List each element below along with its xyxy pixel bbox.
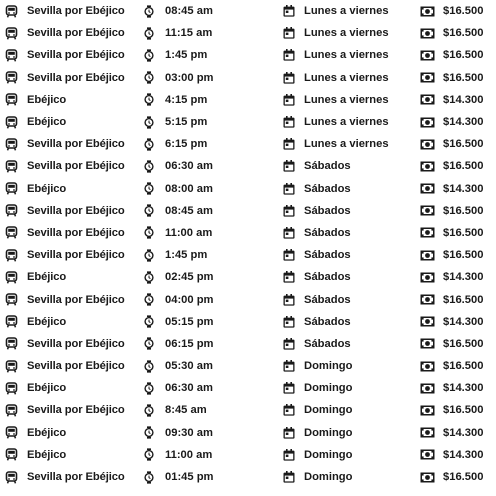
money-icon (420, 422, 435, 444)
schedule-row (0, 466, 496, 488)
calendar-icon (283, 0, 295, 22)
service-days: Sábados (304, 249, 351, 262)
bus-icon (5, 399, 18, 421)
calendar-icon (283, 355, 295, 377)
money-icon (420, 89, 435, 111)
service-days: Lunes a viernes (304, 93, 389, 106)
clock-icon (143, 111, 155, 133)
calendar-icon (283, 200, 295, 222)
service-days: Sábados (304, 160, 351, 173)
service-days: Domingo (304, 404, 353, 417)
bus-icon (5, 22, 18, 44)
fare-price: $16.500 (443, 337, 484, 350)
calendar-icon (283, 422, 295, 444)
clock-icon (143, 200, 155, 222)
route-name: Sevilla por Ebéjico (27, 471, 125, 484)
fare-price: $14.300 (443, 382, 484, 395)
departure-time: 06:30 am (165, 382, 213, 395)
bus-icon (5, 44, 18, 66)
departure-time: 05:15 pm (165, 315, 214, 328)
bus-icon (5, 355, 18, 377)
schedule-row (0, 44, 496, 66)
fare-price: $16.500 (443, 226, 484, 239)
money-icon (420, 200, 435, 222)
departure-time: 08:45 am (165, 204, 213, 217)
fare-price: $14.300 (443, 271, 484, 284)
departure-time: 11:00 am (165, 226, 213, 239)
route-name: Ebéjico (27, 448, 67, 461)
departure-time: 06:30 am (165, 160, 213, 173)
fare-price: $16.500 (443, 293, 484, 306)
service-days: Sábados (304, 315, 351, 328)
route-name: Sevilla por Ebéjico (27, 249, 125, 262)
departure-time: 1:45 pm (165, 249, 208, 262)
bus-icon (5, 466, 18, 488)
money-icon (420, 67, 435, 89)
service-days: Sábados (304, 182, 351, 195)
bus-icon (5, 0, 18, 22)
departure-time: 11:15 am (165, 27, 213, 40)
route-name: Sevilla por Ebéjico (27, 293, 125, 306)
schedule-row (0, 444, 496, 466)
service-days: Domingo (304, 426, 353, 439)
service-days: Lunes a viernes (304, 71, 389, 84)
departure-time: 09:30 am (165, 426, 213, 439)
route-name: Sevilla por Ebéjico (27, 160, 125, 173)
calendar-icon (283, 111, 295, 133)
fare-price: $16.500 (443, 49, 484, 62)
service-days: Sábados (304, 204, 351, 217)
fare-price: $14.300 (443, 116, 484, 129)
clock-icon (143, 67, 155, 89)
money-icon (420, 444, 435, 466)
bus-icon (5, 67, 18, 89)
bus-icon (5, 244, 18, 266)
calendar-icon (283, 333, 295, 355)
route-name: Ebéjico (27, 93, 67, 106)
schedule-row (0, 67, 496, 89)
bus-icon (5, 444, 18, 466)
route-name: Sevilla por Ebéjico (27, 5, 125, 18)
departure-time: 11:00 am (165, 448, 213, 461)
money-icon (420, 155, 435, 177)
clock-icon (143, 89, 155, 111)
bus-icon (5, 222, 18, 244)
schedule-row (0, 355, 496, 377)
calendar-icon (283, 444, 295, 466)
money-icon (420, 111, 435, 133)
route-name: Sevilla por Ebéjico (27, 138, 125, 151)
calendar-icon (283, 89, 295, 111)
calendar-icon (283, 44, 295, 66)
clock-icon (143, 444, 155, 466)
fare-price: $16.500 (443, 249, 484, 262)
clock-icon (143, 466, 155, 488)
schedule-row (0, 133, 496, 155)
clock-icon (143, 155, 155, 177)
service-days: Lunes a viernes (304, 138, 389, 151)
money-icon (420, 244, 435, 266)
bus-icon (5, 333, 18, 355)
bus-icon (5, 288, 18, 310)
departure-time: 02:45 pm (165, 271, 214, 284)
departure-time: 4:15 pm (165, 93, 208, 106)
money-icon (420, 22, 435, 44)
bus-icon (5, 266, 18, 288)
fare-price: $16.500 (443, 138, 484, 151)
clock-icon (143, 222, 155, 244)
money-icon (420, 178, 435, 200)
departure-time: 05:30 am (165, 360, 213, 373)
departure-time: 01:45 pm (165, 471, 214, 484)
fare-price: $14.300 (443, 93, 484, 106)
departure-time: 5:15 pm (165, 116, 208, 129)
schedule-row (0, 288, 496, 310)
bus-icon (5, 377, 18, 399)
route-name: Ebéjico (27, 426, 67, 439)
service-days: Domingo (304, 360, 353, 373)
service-days: Sábados (304, 271, 351, 284)
service-days: Lunes a viernes (304, 27, 389, 40)
calendar-icon (283, 399, 295, 421)
departure-time: 6:15 pm (165, 138, 208, 151)
bus-icon (5, 111, 18, 133)
money-icon (420, 266, 435, 288)
calendar-icon (283, 288, 295, 310)
service-days: Sábados (304, 226, 351, 239)
bus-icon (5, 89, 18, 111)
clock-icon (143, 266, 155, 288)
money-icon (420, 222, 435, 244)
calendar-icon (283, 266, 295, 288)
route-name: Sevilla por Ebéjico (27, 404, 125, 417)
departure-time: 08:45 am (165, 5, 213, 18)
schedule-row (0, 89, 496, 111)
clock-icon (143, 0, 155, 22)
calendar-icon (283, 244, 295, 266)
fare-price: $16.500 (443, 360, 484, 373)
money-icon (420, 333, 435, 355)
route-name: Sevilla por Ebéjico (27, 27, 125, 40)
bus-icon (5, 178, 18, 200)
fare-price: $16.500 (443, 160, 484, 173)
clock-icon (143, 355, 155, 377)
money-icon (420, 133, 435, 155)
money-icon (420, 288, 435, 310)
departure-time: 04:00 pm (165, 293, 214, 306)
schedule-row (0, 155, 496, 177)
money-icon (420, 377, 435, 399)
clock-icon (143, 244, 155, 266)
schedule-row (0, 22, 496, 44)
bus-icon (5, 311, 18, 333)
fare-price: $16.500 (443, 5, 484, 18)
clock-icon (143, 422, 155, 444)
route-name: Sevilla por Ebéjico (27, 71, 125, 84)
route-name: Sevilla por Ebéjico (27, 226, 125, 239)
fare-price: $16.500 (443, 471, 484, 484)
departure-time: 1:45 pm (165, 49, 208, 62)
money-icon (420, 44, 435, 66)
schedule-row (0, 377, 496, 399)
service-days: Sábados (304, 293, 351, 306)
service-days: Lunes a viernes (304, 116, 389, 129)
schedule-row (0, 333, 496, 355)
schedule-row (0, 399, 496, 421)
schedule-row (0, 311, 496, 333)
schedule-row (0, 266, 496, 288)
money-icon (420, 0, 435, 22)
fare-price: $14.300 (443, 315, 484, 328)
fare-price: $16.500 (443, 27, 484, 40)
calendar-icon (283, 155, 295, 177)
departure-time: 06:15 pm (165, 337, 214, 350)
route-name: Sevilla por Ebéjico (27, 204, 125, 217)
money-icon (420, 311, 435, 333)
service-days: Domingo (304, 448, 353, 461)
fare-price: $16.500 (443, 204, 484, 217)
calendar-icon (283, 22, 295, 44)
fare-price: $14.300 (443, 426, 484, 439)
fare-price: $16.500 (443, 71, 484, 84)
schedule-row (0, 0, 496, 22)
service-days: Domingo (304, 382, 353, 395)
money-icon (420, 399, 435, 421)
departure-time: 08:00 am (165, 182, 213, 195)
calendar-icon (283, 133, 295, 155)
clock-icon (143, 133, 155, 155)
schedule-row (0, 111, 496, 133)
route-name: Ebéjico (27, 271, 67, 284)
route-name: Sevilla por Ebéjico (27, 49, 125, 62)
clock-icon (143, 288, 155, 310)
clock-icon (143, 311, 155, 333)
schedule-row (0, 244, 496, 266)
calendar-icon (283, 311, 295, 333)
fare-price: $14.300 (443, 448, 484, 461)
route-name: Ebéjico (27, 315, 67, 328)
bus-icon (5, 200, 18, 222)
calendar-icon (283, 178, 295, 200)
service-days: Sábados (304, 337, 351, 350)
bus-icon (5, 133, 18, 155)
service-days: Domingo (304, 471, 353, 484)
calendar-icon (283, 377, 295, 399)
departure-time: 8:45 am (165, 404, 207, 417)
clock-icon (143, 178, 155, 200)
service-days: Lunes a viernes (304, 5, 389, 18)
route-name: Ebéjico (27, 182, 67, 195)
route-name: Ebéjico (27, 116, 67, 129)
clock-icon (143, 333, 155, 355)
calendar-icon (283, 466, 295, 488)
schedule-row (0, 178, 496, 200)
schedule-row (0, 200, 496, 222)
bus-icon (5, 422, 18, 444)
service-days: Lunes a viernes (304, 49, 389, 62)
clock-icon (143, 377, 155, 399)
clock-icon (143, 22, 155, 44)
route-name: Sevilla por Ebéjico (27, 360, 125, 373)
money-icon (420, 355, 435, 377)
calendar-icon (283, 222, 295, 244)
fare-price: $14.300 (443, 182, 484, 195)
fare-price: $16.500 (443, 404, 484, 417)
clock-icon (143, 399, 155, 421)
route-name: Ebéjico (27, 382, 67, 395)
money-icon (420, 466, 435, 488)
departure-time: 03:00 pm (165, 71, 214, 84)
schedule-row (0, 222, 496, 244)
clock-icon (143, 44, 155, 66)
schedule-row (0, 422, 496, 444)
route-name: Sevilla por Ebéjico (27, 337, 125, 350)
bus-icon (5, 155, 18, 177)
calendar-icon (283, 67, 295, 89)
